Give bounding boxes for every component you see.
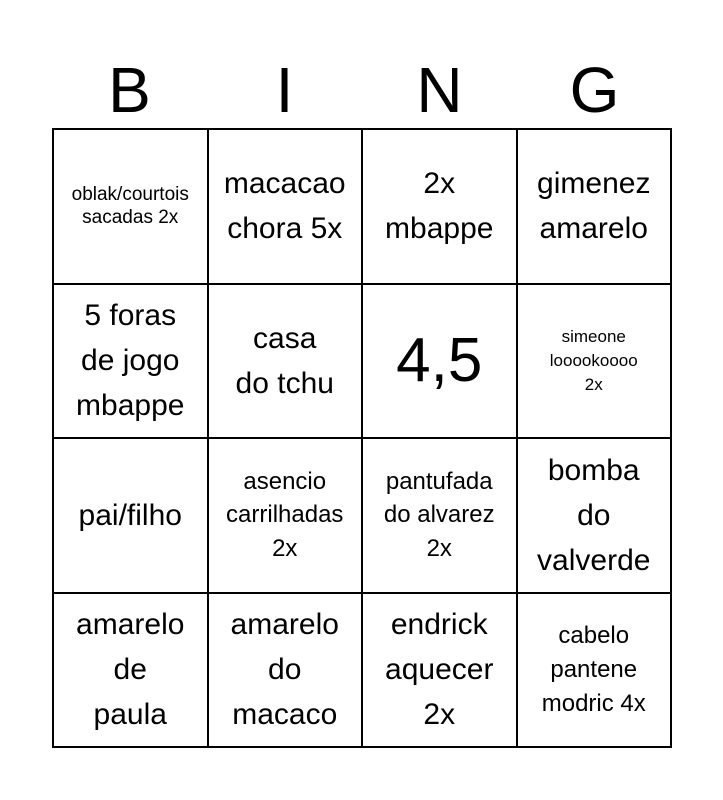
bingo-cell[interactable] [518, 594, 673, 749]
bingo-cell-free[interactable] [363, 285, 518, 440]
header-letter-i: I [275, 54, 294, 126]
bingo-cell[interactable] [363, 439, 518, 594]
bingo-cell[interactable] [363, 130, 518, 285]
bingo-cell[interactable] [518, 285, 673, 440]
cell-text: bomba do valverde [537, 453, 651, 577]
header-letter-b: B [108, 54, 151, 126]
cell-text: pai/filho [78, 498, 182, 532]
cell-text: gimenez amarelo [537, 167, 651, 246]
cell-text: amarelo do macaco [230, 608, 339, 732]
cell-text: macacao chora 5x [223, 167, 346, 246]
cell-text: asencio carrilhadas 2x [226, 467, 344, 563]
bingo-cell[interactable] [54, 594, 209, 749]
bingo-cell[interactable] [209, 594, 364, 749]
cell-text: 2x mbappe [385, 167, 494, 246]
cell-text: simeone looookoooo 2x [549, 327, 638, 394]
cell-text: endrick aquecer 2x [385, 608, 494, 732]
cell-text: amarelo de paula [76, 608, 185, 732]
header-letter-g: G [569, 54, 620, 126]
bingo-cell[interactable] [209, 285, 364, 440]
bingo-cell[interactable] [209, 439, 364, 594]
bingo-cell[interactable] [209, 130, 364, 285]
bingo-cell[interactable] [518, 130, 673, 285]
header-letter-n: N [416, 54, 463, 126]
bingo-cell[interactable] [518, 439, 673, 594]
cell-text: casa do tchu [235, 321, 334, 400]
cell-text: 5 foras de jogo mbappe [76, 299, 185, 423]
cell-text: 4,5 [396, 325, 483, 395]
bingo-cell[interactable] [54, 285, 209, 440]
bingo-board [52, 128, 672, 748]
bingo-cell[interactable] [363, 594, 518, 749]
cell-text: cabelo pantene modric 4x [541, 622, 646, 717]
cell-text: oblak/courtois sacadas 2x [71, 183, 189, 229]
bingo-cell[interactable] [54, 439, 209, 594]
bingo-header [52, 52, 672, 128]
cell-text: pantufada do alvarez 2x [383, 467, 495, 563]
bingo-cell[interactable] [54, 130, 209, 285]
